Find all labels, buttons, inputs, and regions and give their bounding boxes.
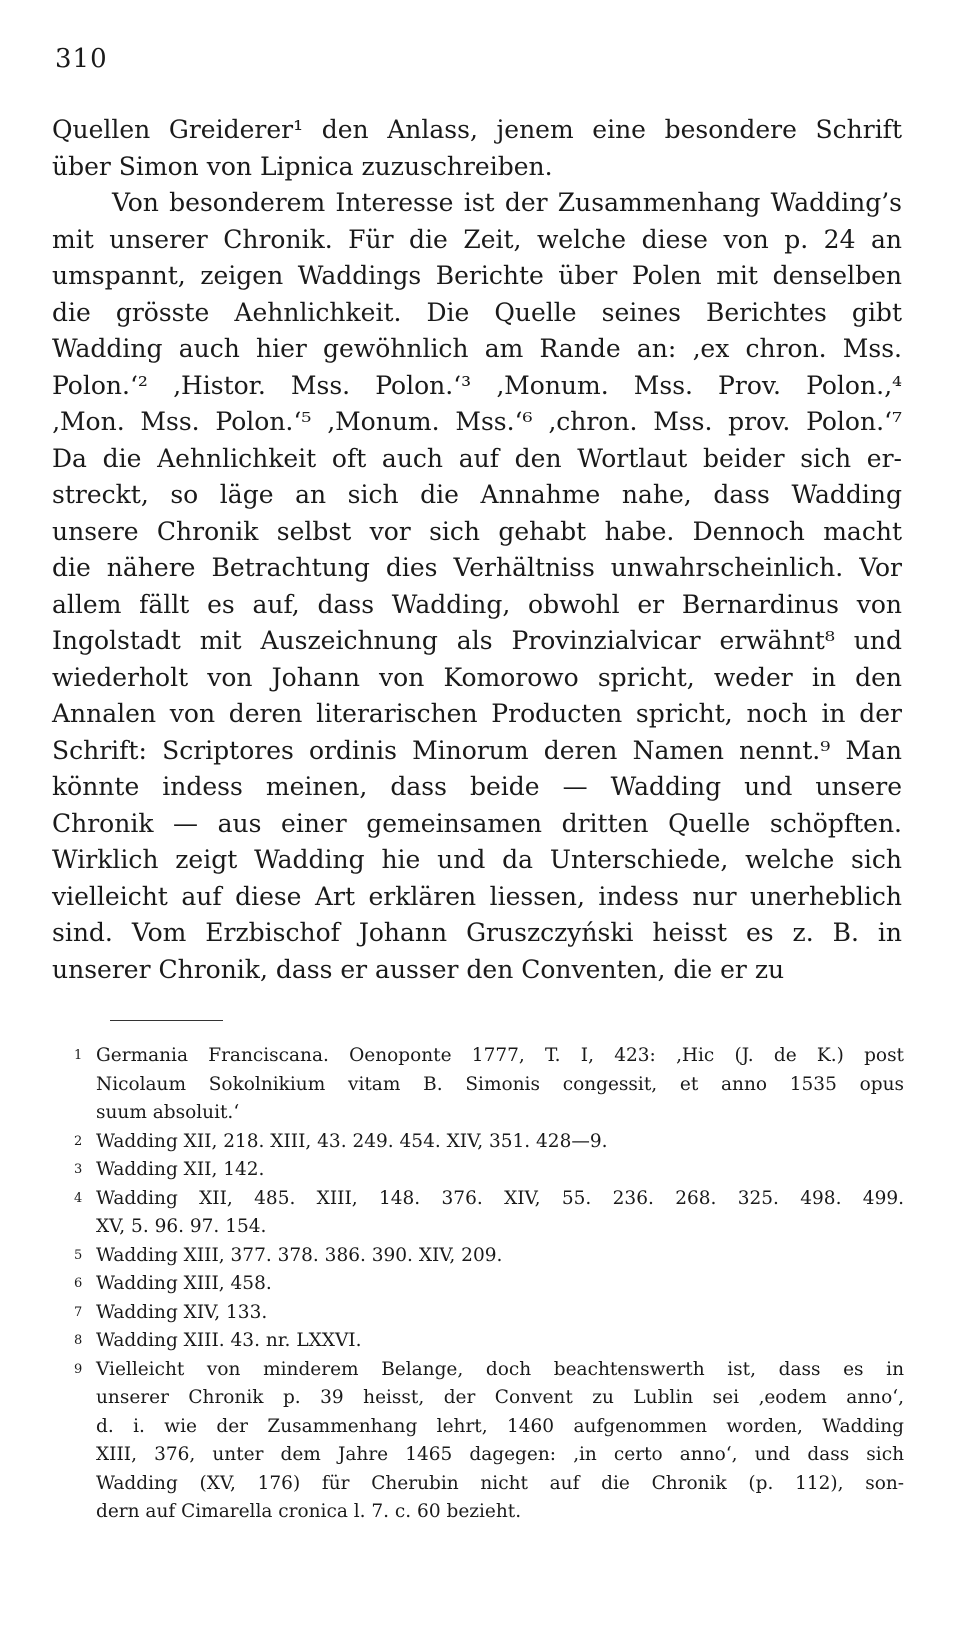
footnote-number: 4 (74, 1190, 83, 1206)
footnote-number: 2 (74, 1133, 83, 1149)
footnote-line: XV, 5. 96. 97. 154. (96, 1216, 267, 1237)
footnote-number: 5 (74, 1247, 83, 1263)
body-line: Polon.‘² ‚Histor. Mss. Polon.‘³ ‚Monum. Mss. Prov. Polon.‚⁴ (52, 370, 902, 400)
body-line: sind. Vom Erzbischof Johann Gruszczyński heisst es z. B. in (52, 918, 902, 947)
footnote-line: Germania Franciscana. Oenoponte 1777, T. I, 423: ‚Hic (J. de K.) post (96, 1045, 904, 1066)
body-line: wiederholt von Johann von Komorowo spricht, weder in den (52, 662, 902, 692)
body-line: könnte indess meinen, dass beide — Wadding und unsere (52, 772, 902, 801)
footnote-line: XIII, 376, unter dem Jahre 1465 dagegen: ‚in certo anno‘, und dass sich (96, 1444, 904, 1465)
footnote-number: 6 (74, 1276, 83, 1291)
footnote-line: Wadding XII, 218. XIII, 43. 249. 454. XIV, 351. 428—9. (96, 1130, 608, 1152)
footnote-number: 7 (74, 1304, 83, 1320)
body-line: über Simon von Lipnica zuzuschreiben. (52, 151, 553, 181)
footnote-line: Wadding XIII. 43. nr. LXXVI. (96, 1330, 362, 1351)
footnote-line: Nicolaum Sokolnikium vitam B. Simonis congessit, et anno 1535 opus (96, 1073, 904, 1095)
body-line: Schrift: Scriptores ordinis Minorum deren Namen nennt.⁹ Man (52, 735, 902, 765)
footnote-line: Wadding XIII, 458. (96, 1273, 272, 1294)
footnote-number: 3 (74, 1162, 83, 1177)
footnote-1 (74, 1042, 904, 1128)
page-number: 310 (55, 44, 108, 74)
footnote-line: suum absoluit.‘ (96, 1102, 240, 1123)
body-line: vielleicht auf diese Art erklären liessen, indess nur unerheblich (52, 881, 902, 911)
body-line: mit unserer Chronik. Für die Zeit, welche diese von p. 24 an (52, 224, 902, 254)
body-line: Chronik — aus einer gemeinsamen dritten Quelle schöpften. (52, 808, 902, 838)
footnote-2 (74, 1128, 904, 1157)
body-text (52, 112, 902, 988)
footnote-line: Wadding (XV, 176) für Cherubin nicht auf die Chronik (p. 112), son- (96, 1472, 904, 1494)
footnote-4 (74, 1185, 904, 1242)
footnote-5 (74, 1242, 904, 1271)
footnote-6 (74, 1270, 904, 1299)
body-line: die grösste Aehnlichkeit. Die Quelle seines Berichtes gibt (52, 297, 902, 327)
body-line: Annalen von deren literarischen Producten spricht, noch in der (52, 699, 902, 728)
body-line: Wirklich zeigt Wadding hie und da Unterschiede, welche sich (52, 845, 902, 874)
body-line: streckt, so läge an sich die Annahme nahe, dass Wadding (52, 480, 902, 509)
body-line: unsere Chronik selbst vor sich gehabt habe. Dennoch macht (52, 516, 902, 546)
footnote-line: Wadding XII, 485. XIII, 148. 376. XIV, 55. 236. 268. 325. 498. 499. (96, 1187, 904, 1209)
footnote-3 (74, 1156, 904, 1185)
body-line: Wadding auch hier gewöhnlich am Rande an: ‚ex chron. Mss. (52, 334, 902, 363)
body-line: umspannt, zeigen Waddings Berichte über Polen mit denselben (52, 261, 902, 290)
footnote-number: 8 (74, 1333, 83, 1348)
footnotes (74, 1042, 904, 1527)
footnote-line: Wadding XIII, 377. 378. 386. 390. XIV, 209. (96, 1244, 503, 1266)
footnote-line: dern auf Cimarella cronica l. 7. c. 60 bezieht. (96, 1501, 522, 1522)
footnote-line: Vielleicht von minderem Belange, doch beachtenswerth ist, dass es in (96, 1358, 904, 1380)
body-line: allem fällt es auf, dass Wadding, obwohl er Bernardinus von (52, 589, 902, 619)
body-line: Von besonderem Interesse ist der Zusammenhang Wadding’s (112, 188, 902, 217)
body-line: Da die Aehnlichkeit oft auch auf den Wortlaut beider sich er- (52, 443, 902, 473)
footnote-number: 1 (74, 1048, 83, 1063)
body-line: die nähere Betrachtung dies Verhältniss unwahrscheinlich. Vor (52, 553, 902, 582)
footnote-7 (74, 1299, 904, 1328)
body-line: ‚Mon. Mss. Polon.‘⁵ ‚Monum. Mss.‘⁶ ‚chron. Mss. prov. Polon.‘⁷ (52, 407, 902, 436)
body-line: unserer Chronik, dass er ausser den Conventen, die er zu (52, 954, 785, 984)
footnote-line: Wadding XIV, 133. (96, 1301, 268, 1323)
body-line: Quellen Greiderer¹ den Anlass, jenem eine besondere Schrift (52, 115, 902, 144)
footnote-number: 9 (74, 1361, 83, 1377)
footnote-divider (110, 1020, 223, 1021)
footnote-9 (74, 1356, 904, 1527)
footnote-8 (74, 1327, 904, 1356)
footnote-line: Wadding XII, 142. (96, 1159, 265, 1180)
body-line: Ingolstadt mit Auszeichnung als Provinzialvicar erwähnt⁸ und (52, 626, 902, 655)
footnote-line: d. i. wie der Zusammenhang lehrt, 1460 aufgenommen worden, Wadding (96, 1415, 904, 1437)
footnote-line: unserer Chronik p. 39 heisst, der Convent zu Lublin sei ‚eodem anno‘, (96, 1387, 904, 1408)
